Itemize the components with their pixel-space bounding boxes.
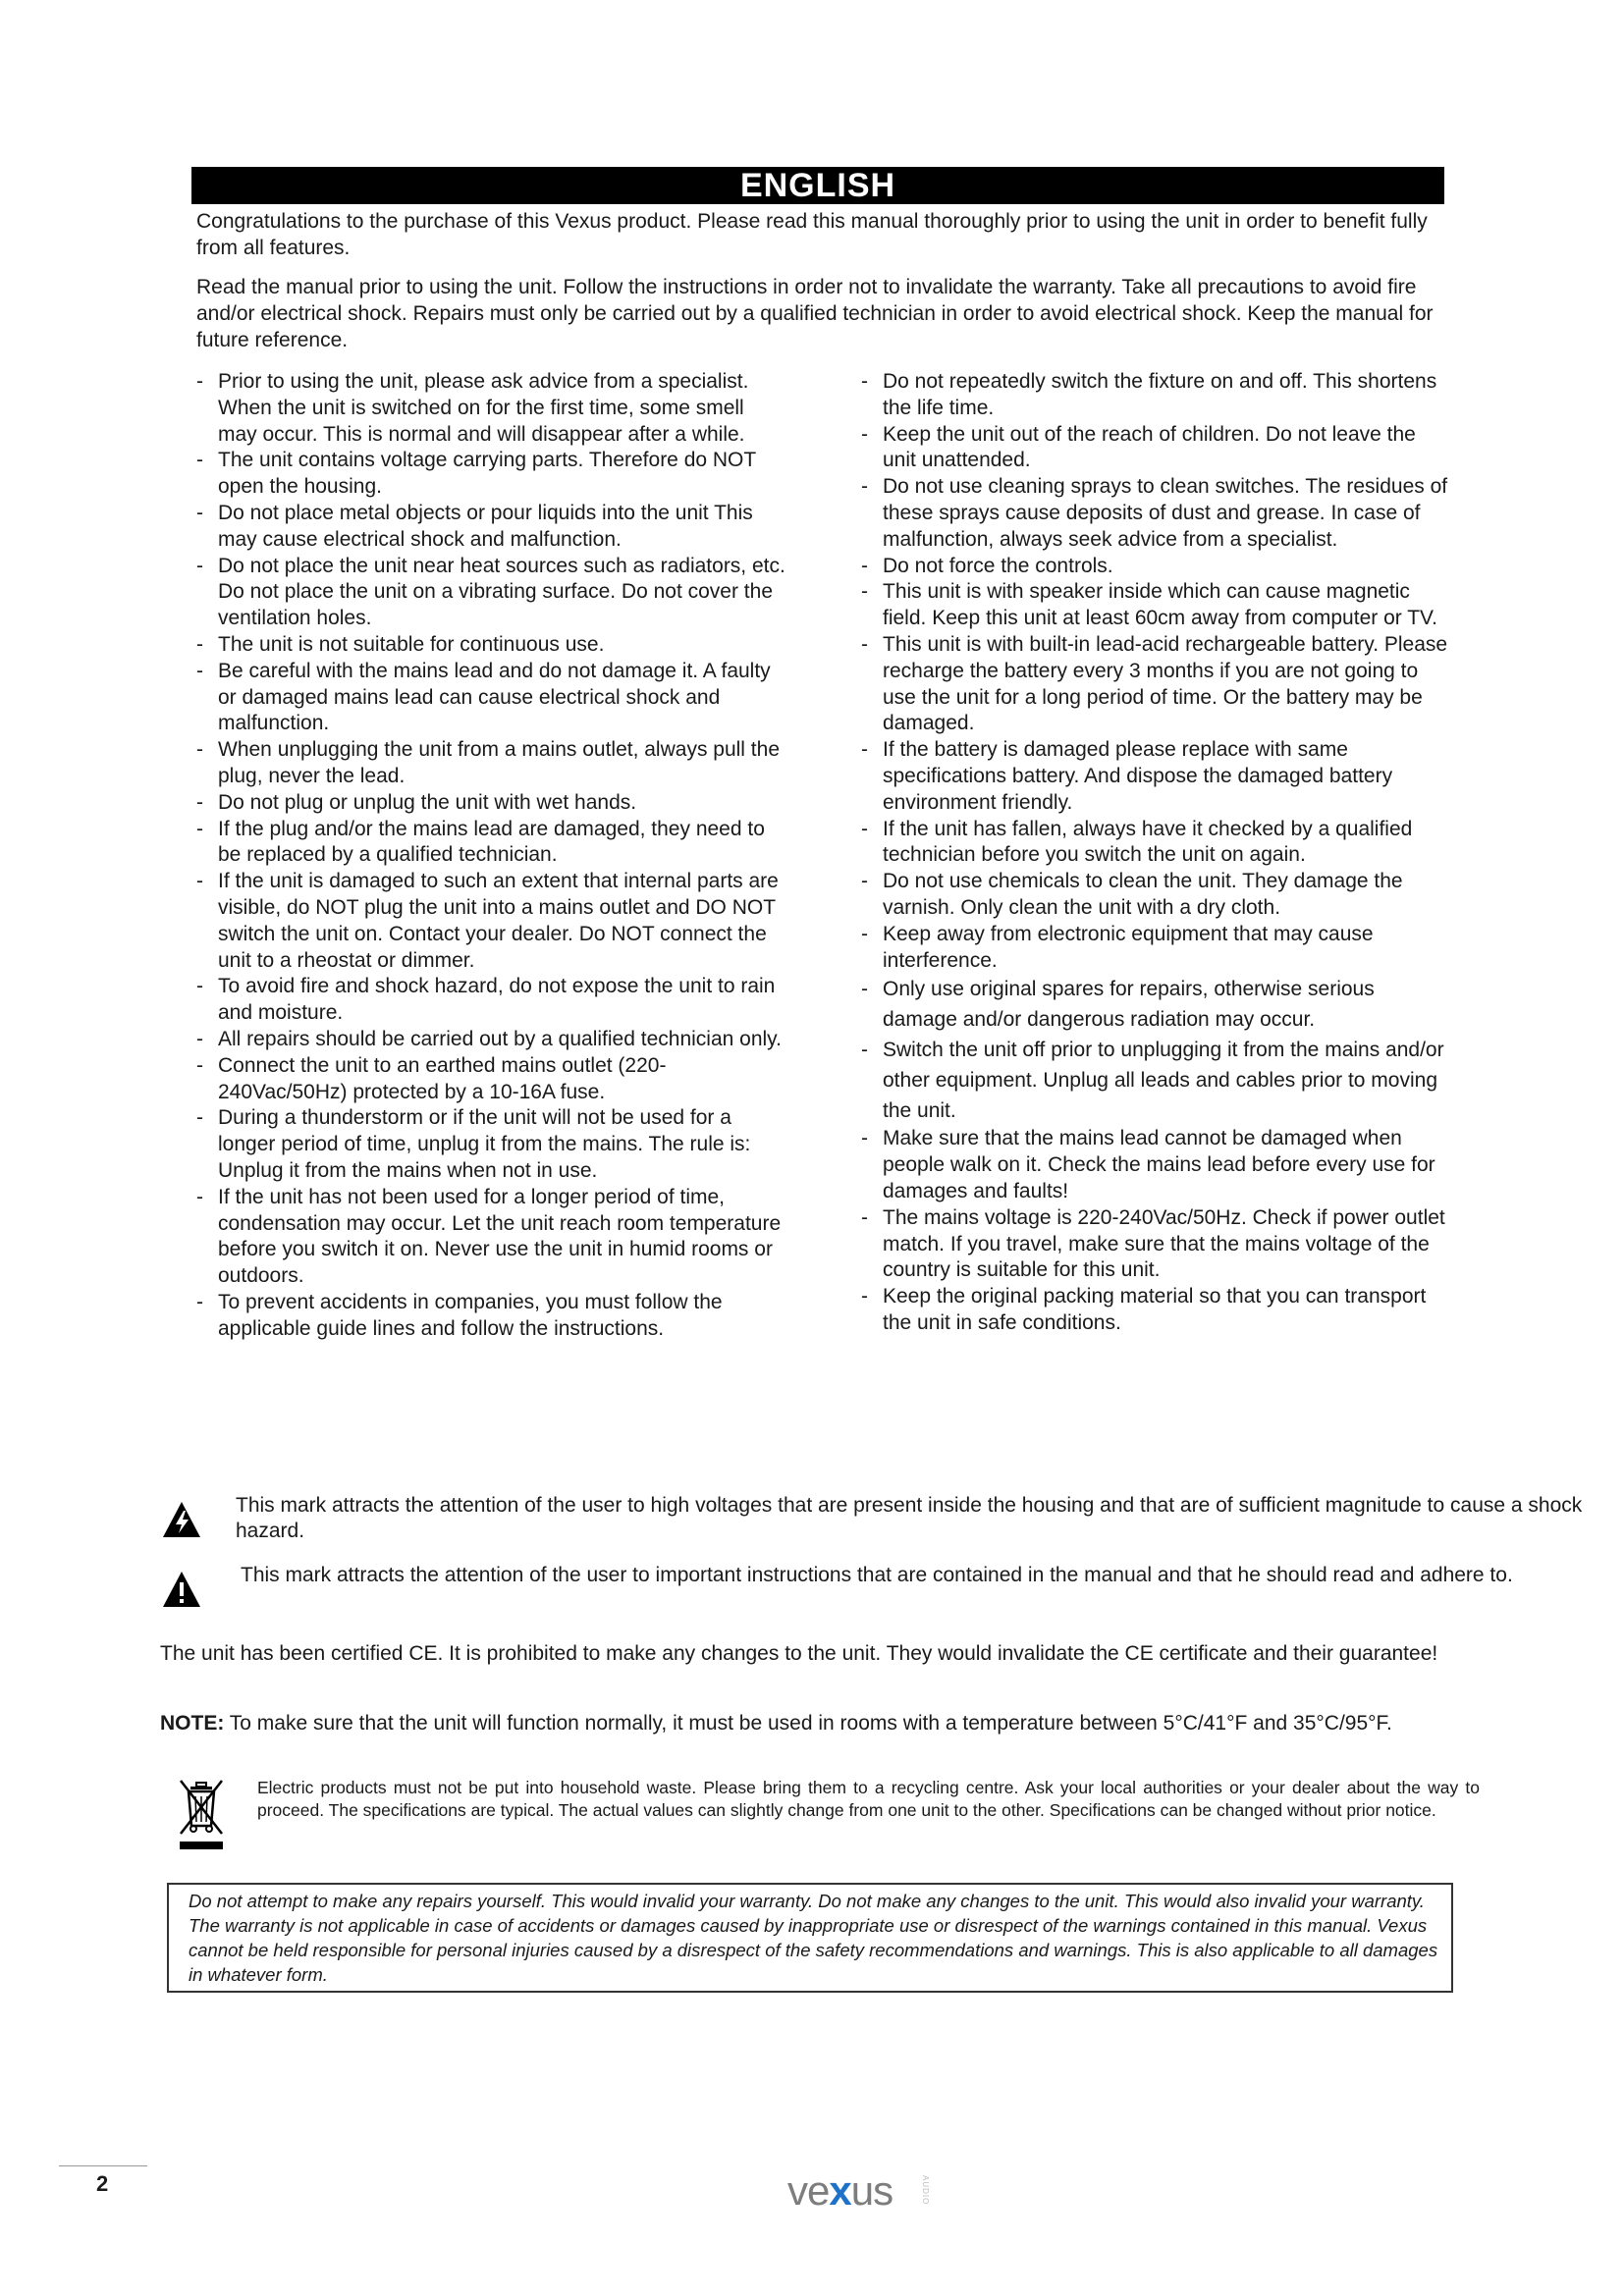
safety-item: - Prior to using the unit, please ask advice from a specialist. When the unit is switched on for the first time, some smell may occur. This is normal and will disappear after a while. xyxy=(196,370,749,446)
safety-item: - Keep the unit out of the reach of children. Do not leave the unit unattended. xyxy=(861,422,1416,472)
safety-item: - This unit is with built-in lead-acid rechargeable battery. Please recharge the battery every 3 months if you are not going to use the unit for a long period of time. Or the battery may be damaged. xyxy=(861,632,1448,735)
safety-item: - If the battery is damaged please replace with same specifications battery. And dispose the damaged battery environment friendly. xyxy=(861,738,1393,814)
note-text: To make sure that the unit will function normally, it must be used in rooms with a temperature between 5°C/41°F and 35°C/95°F. xyxy=(224,1712,1392,1735)
logo-text-pre: ve xyxy=(787,2167,830,2214)
warning-text: This mark attracts the attention of the user to important instructions that are contained in the manual and that he should read and adhere to. xyxy=(241,1564,1513,1586)
safety-item: - When unplugging the unit from a mains outlet, always pull the plug, never the lead. xyxy=(196,738,780,787)
safety-item: - To prevent accidents in companies, you must follow the applicable guide lines and follow the instructions. xyxy=(196,1290,723,1340)
safety-item: - Do not place metal objects or pour liquids into the unit This may cause electrical shock and malfunction. xyxy=(196,501,753,551)
safety-item: - If the unit has fallen, always have it checked by a qualified technician before you switch the unit on again. xyxy=(861,817,1413,867)
safety-item: - Do not place the unit near heat sources such as radiators, etc. Do not place the unit on a vibrating surface. Do not cover the ventilation holes. xyxy=(196,554,785,630)
lightning-warning-icon xyxy=(162,1501,201,1538)
warning-text: This mark attracts the attention of the user to high voltages that are present inside the housing and that are of sufficient magnitude to cause a shock hazard. xyxy=(236,1494,1583,1542)
note-paragraph xyxy=(160,1711,1466,1736)
safety-item: - To avoid fire and shock hazard, do not expose the unit to rain and moisture. xyxy=(196,975,776,1025)
ce-statement: The unit has been certified CE. It is prohibited to make any changes to the unit. They would invalidate the CE certificate and their guarantee! xyxy=(160,1642,1438,1665)
intro-paragraph: Read the manual prior to using the unit. Follow the instructions in order not to invalidate the warranty. Take all precautions to avoid fire and/or electrical shock. Repairs must only be carried out by a qualified technician in order to avoid electrical shock. Keep the manual for future reference. xyxy=(196,276,1434,351)
exclamation-warning-icon xyxy=(162,1571,201,1608)
page-number-rule xyxy=(59,2165,147,2166)
crossed-bin-icon xyxy=(177,1779,226,1851)
safety-item: - Be careful with the mains lead and do not damage it. A faulty or damaged mains lead can cause electrical shock and malfunction. xyxy=(196,659,771,735)
note-label: NOTE: xyxy=(160,1712,225,1735)
safety-item: - Do not use chemicals to clean the unit. They damage the varnish. Only clean the unit with a dry cloth. xyxy=(861,870,1403,919)
safety-item: - The unit is not suitable for continuous use. xyxy=(196,632,605,656)
safety-item: - The unit contains voltage carrying parts. Therefore do NOT open the housing. xyxy=(196,449,756,499)
logo-text-x: x xyxy=(829,2167,851,2214)
safety-item: - This unit is with speaker inside which can cause magnetic field. Keep this unit at least 60cm away from computer or TV. xyxy=(861,580,1437,630)
safety-item: - Do not repeatedly switch the fixture on and off. This shortens the life time. xyxy=(861,370,1437,419)
safety-item: - If the plug and/or the mains lead are damaged, they need to be replaced by a qualified technician. xyxy=(196,817,765,867)
safety-item: - Switch the unit off prior to unplugging it from the mains and/or other equipment. Unplug all leads and cables prior to moving the unit. xyxy=(861,1039,1444,1123)
warranty-disclaimer-box: Do not attempt to make any repairs yourself. This would invalid your warranty. Do not make any changes to the unit. This would also invalid your warranty. The warranty is not applicable in case of accidents or damages caused by inappropriate use or disrespect of the warnings contained in this manual. Vexus cannot be held responsible for personal injuries caused by a disrespect of the safety recommendations and warnings. This is also applicable to all damages in whatever form. xyxy=(167,1883,1453,1993)
safety-item: - Make sure that the mains lead cannot be damaged when people walk on it. Check the mains lead before every use for damages and faults! xyxy=(861,1127,1435,1202)
safety-item: - The mains voltage is 220-240Vac/50Hz. Check if power outlet match. If you travel, make sure that the mains voltage of the country is suitable for this unit. xyxy=(861,1205,1445,1282)
safety-item: - Connect the unit to an earthed mains outlet (220-240Vac/50Hz) protected by a 10-16A fuse. xyxy=(196,1053,667,1103)
intro-paragraph: Congratulations to the purchase of this Vexus product. Please read this manual thoroughly prior to using the unit in order to benefit fully from all features. xyxy=(196,210,1428,259)
logo-subtext: AUDIO xyxy=(921,2175,930,2206)
safety-list-left xyxy=(196,369,785,1342)
safety-item: - Do not use cleaning sprays to clean switches. The residues of these sprays cause deposits of dust and grease. In case of malfunction, always seek advice from a specialist. xyxy=(861,475,1448,551)
safety-item: - Keep the original packing material so that you can transport the unit in safe conditions. xyxy=(861,1285,1427,1334)
safety-item: - If the unit has not been used for a longer period of time, condensation may occur. Let the unit reach room temperature before you switch it on. Never use the unit in humid rooms or outdoors. xyxy=(196,1185,782,1288)
page-number: 2 xyxy=(96,2171,109,2196)
safety-list-right xyxy=(861,369,1450,1337)
safety-item: - Do not plug or unplug the unit with wet hands. xyxy=(196,790,637,814)
safety-item: - All repairs should be carried out by a qualified technician only. xyxy=(196,1027,782,1050)
safety-item: - During a thunderstorm or if the unit will not be used for a longer period of time, unplug it from the mains. The rule is: Unplug it from the mains when not in use. xyxy=(196,1106,751,1182)
disposal-notice: Electric products must not be put into household waste. Please bring them to a recycling centre. Ask your local authorities or your dealer about the way to proceed. The specifications are typical. The actual values can slightly change from one unit to the other. Specifications can be changed without prior notice. xyxy=(257,1778,1480,1820)
safety-item: - Only use original spares for repairs, otherwise serious damage and/or dangerous radiation may occur. xyxy=(861,978,1375,1032)
vexus-logo xyxy=(787,2167,930,2214)
safety-item: - If the unit is damaged to such an extent that internal parts are visible, do NOT plug the unit into a mains outlet and DO NOT switch the unit on. Contact your dealer. Do NOT connect the unit to a rheostat or dimmer. xyxy=(196,870,779,972)
logo-text-post: us xyxy=(850,2167,893,2214)
safety-item: - Do not force the controls. xyxy=(861,554,1113,577)
language-banner: ENGLISH xyxy=(191,167,1444,204)
safety-item: - Keep away from electronic equipment that may cause interference. xyxy=(861,922,1374,972)
